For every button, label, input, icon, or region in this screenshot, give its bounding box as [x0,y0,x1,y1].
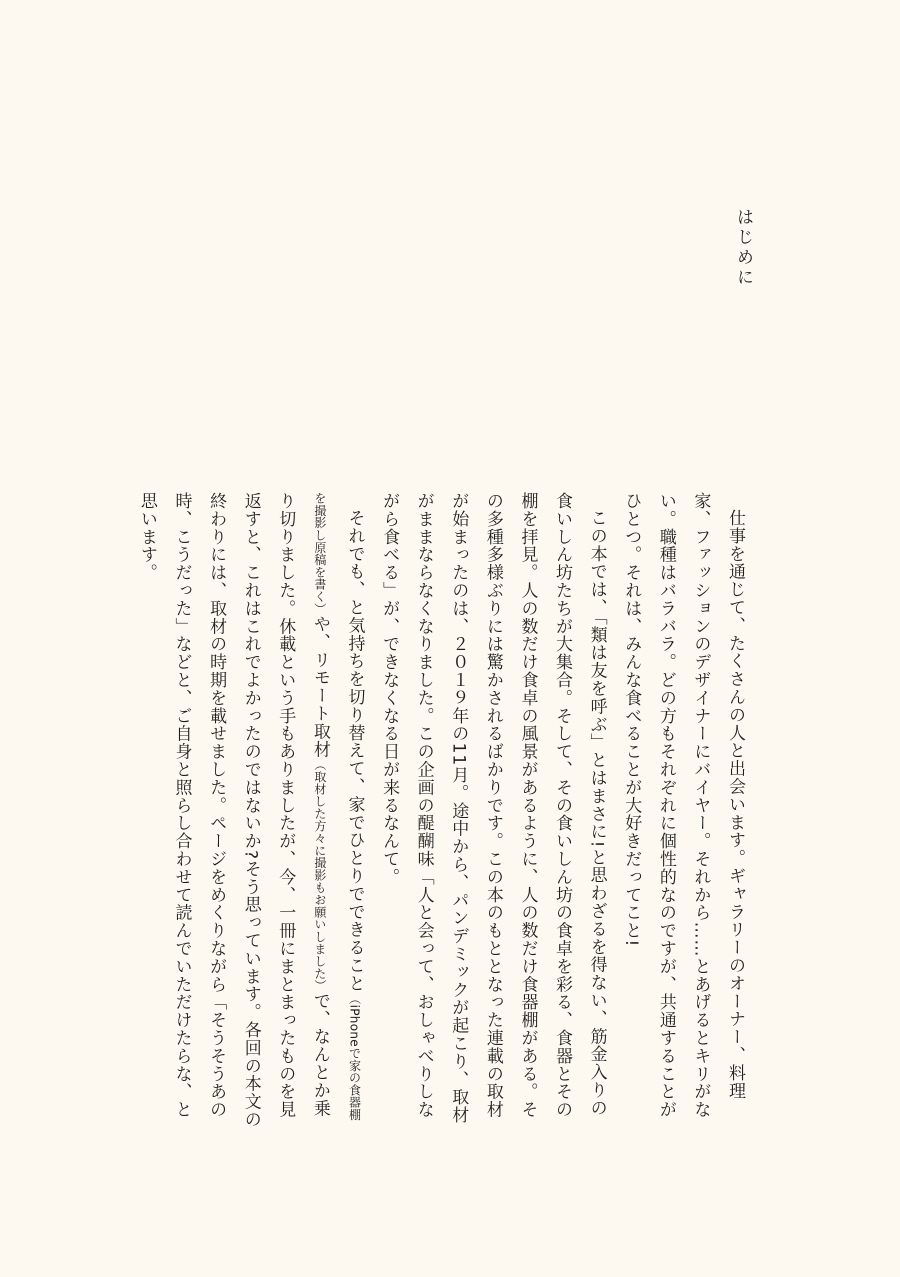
text-run: それでも、と気持ちを切り替えて、家でひとりでできること [344,509,365,993]
text-run: や、リモート取材 [309,615,330,759]
paragraph [614,492,752,1132]
paragraph [129,492,371,1132]
chapter-title: はじめに [733,208,753,288]
text-run: で、なんとか乗り切りました。休載という手もありましたが、今、一冊にまとまったものを見返すと、これはこれでよかったのではないか?そう思っています。各回の本文の終わりには、取材の時期を載せました。ページをめくりながら「そうそうあの時、こうだった」などと、ご自身と照らし合わせて読んでいただけたらな、と思います。 [136,492,330,1129]
text-run: この本では、「類は友を呼ぶ」とはまさに!と思わざるを得ない、筋金入りの食いしん坊たちが大集合。そして、その食いしん坊の食卓を彩る、食器とその棚を拝見。人の数だけ食卓の風景があるように、人の数だけ食器棚がある。その多種多様ぶりには驚かされるばかりです。この本のもととなった連載の取材が始まったのは、２０１９年の11月。途中から、パンデミックが起こり、取材がままならなくなりました。この企画の醍醐味「人と会って、おしゃべりしながら食べる」が、できなくなる日が来るなんて。 [379,492,607,1125]
body-text [136,492,752,1132]
parenthetical-note: （取材した方々に撮影もお願いしました） [312,758,327,992]
text-run: 仕事を通じて、たくさんの人と出会います。ギャラリーのオーナー、料理家、ファッションのデザイナーにバイヤー。それから……とあげるとキリがない。職種はバラバラ。どの方もそれぞれに個性的なのですが、共通することがひとつ。それは、みんな食べることが大好きだってこと! [621,492,745,1119]
parenthetical-note: （iPhoneで家の食器棚を撮影し原稿を書く） [312,492,362,1121]
paragraph [371,492,613,1132]
